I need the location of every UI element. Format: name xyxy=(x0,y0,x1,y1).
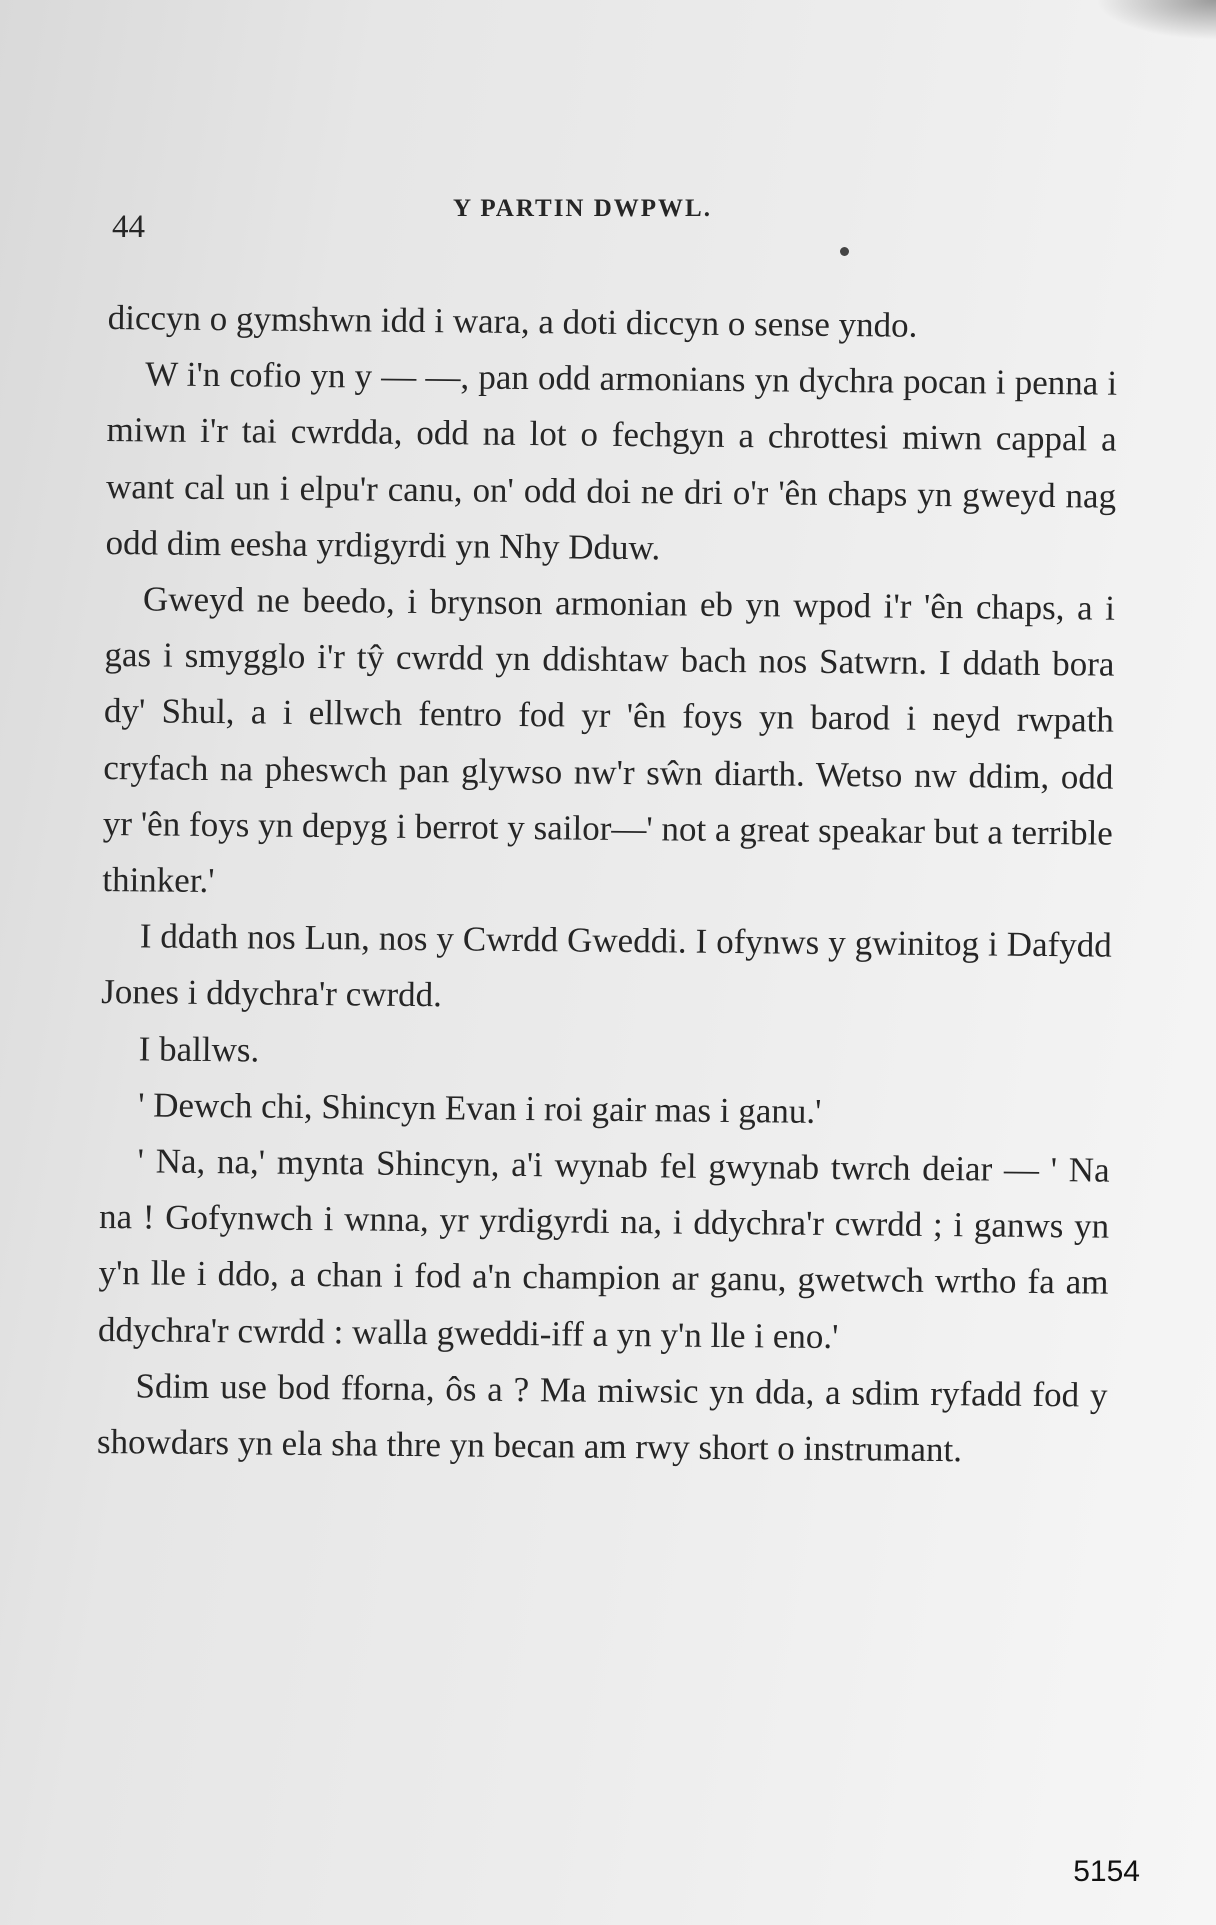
paragraph: Gweyd ne beedo, i brynson armonian eb yn wpod i'r 'ên chaps, a i gas i smygglo i'r tŷ cwrdd yn ddishtaw bach nos Satwrn. I ddath bora dy' Shul, a i ellwch fentro fod yr 'ên foys yn barod i neyd rwpath cryfach na pheswch pan glywso nw'r sŵn diarth. Wetso nw ddim, odd yr 'ên foys yn depyg i berrot y sailor—' not a great speakar but a terrible thinker.' xyxy=(102,579,1116,901)
paragraph: diccyn o gymshwn idd i wara, a doti diccyn o sense yndo. xyxy=(107,297,918,345)
running-title: Y PARTIN DWPWL. xyxy=(453,195,712,222)
page-number: 44 xyxy=(112,209,145,245)
paragraph: W i'n cofio yn y — —, pan odd armonians yn dychra pocan i penna i miwn i'r tai cwrdda, odd na lot o fechgyn a chrottesi miwn cappal a want cal un i elpu'r canu, on' odd doi ne dri o'r 'ên chaps yn gweyd nag odd dim eesha yrdigyrdi yn Nhy Dduw. xyxy=(105,354,1118,568)
running-head xyxy=(108,195,1118,245)
body-text xyxy=(97,290,1118,1480)
ink-dot xyxy=(840,247,849,256)
page-corner-shadow xyxy=(1096,0,1216,40)
paragraph: I ddath nos Lun, nos y Cwrdd Gweddi. I ofynws y gwinitog i Dafydd Jones i ddychra'r cwrdd. xyxy=(101,916,1112,1015)
paragraph: ' Dewch chi, Shincyn Evan i roi gair mas i ganu.' xyxy=(137,1085,822,1131)
paragraph: ' Na, na,' mynta Shincyn, a'i wynab fel gwynab twrch deiar — ' Na na ! Gofynwch i wnna, yr yrdigyrdi na, i ddychra'r cwrdd ; i ganws yn y'n lle i ddo, a chan i fod a'n champion ar ganu, gwetwch wrtho fa am ddychra'r cwrdd : walla gweddi-iff a yn y'n lle i eno.' xyxy=(97,1141,1110,1356)
paragraph: Sdim use bod fforna, ôs a ? Ma miwsic yn dda, a sdim ryfadd fod y showdars yn ela sha thre yn becan am rwy short o instrumant. xyxy=(96,1366,1108,1470)
paragraph: I ballws. xyxy=(138,1028,260,1070)
archive-number: 5154 xyxy=(1073,1855,1140,1888)
